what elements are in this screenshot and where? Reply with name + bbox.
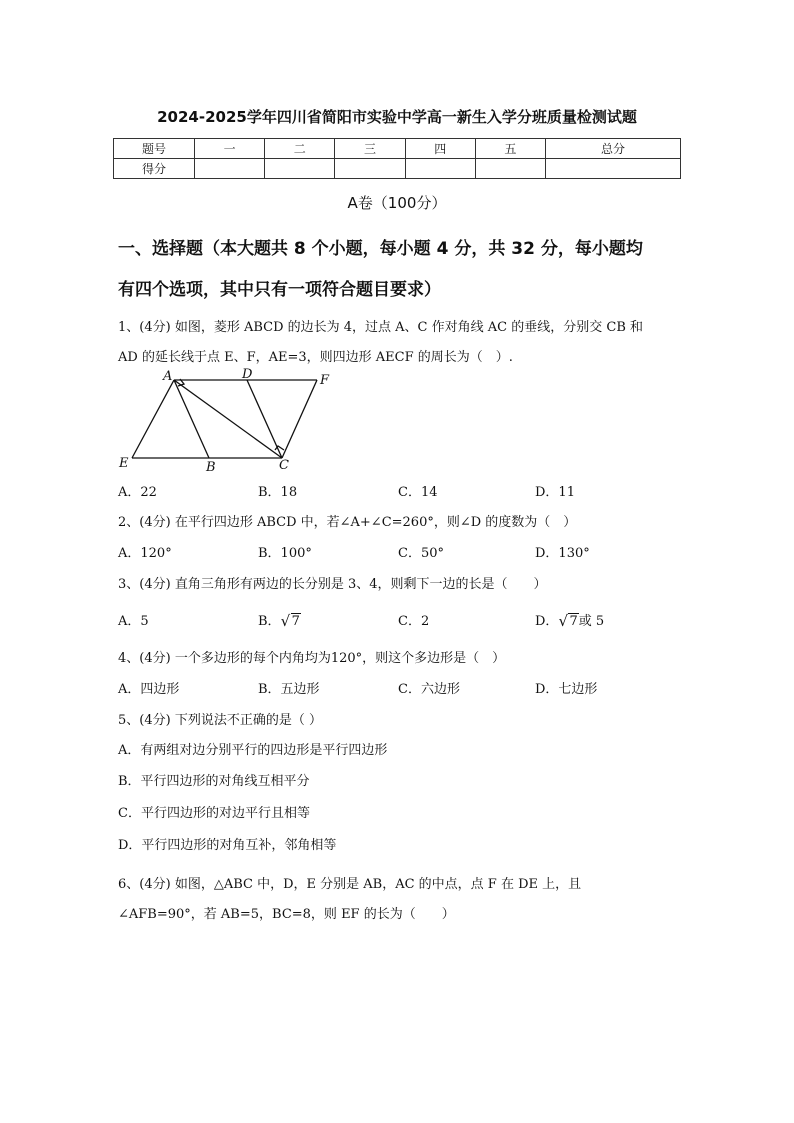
q2-option-a[interactable]: A．120°: [118, 546, 172, 561]
question-2-line1: 2、(4分) 在平行四边形 ABCD 中，若∠A+∠C=260°，则∠D 的度数为（ ）: [118, 515, 577, 530]
q1-option-c[interactable]: C．14: [398, 485, 438, 500]
score-input-cell: [546, 159, 681, 179]
label-F: F: [320, 373, 330, 388]
q3-option-d[interactable]: [535, 610, 604, 629]
q4-option-a[interactable]: A．四边形: [118, 682, 180, 697]
question-1-line2: AD 的延长线于点 E、F，AE=3，则四边形 AECF 的周长为（ ）.: [118, 350, 513, 365]
q4-option-c[interactable]: C．六边形: [398, 682, 460, 697]
section-heading-line2: 有四个选项，其中只有一项符合题目要求）: [118, 280, 441, 300]
line-AC: [174, 380, 282, 458]
q2-option-d[interactable]: D．130°: [535, 546, 590, 561]
question-6-line2: ∠AFB=90°，若 AB=5，BC=8，则 EF 的长为（ ）: [118, 907, 455, 922]
q1-option-d[interactable]: D．11: [535, 485, 575, 500]
score-cell: 五: [475, 139, 545, 159]
question-3-line1: 3、(4分) 直角三角形有两边的长分别是 3、4，则剩下一边的长是（ ）: [118, 577, 547, 592]
q1-option-b[interactable]: B．18: [258, 485, 298, 500]
score-input-cell: [195, 159, 265, 179]
section-subtitle: A卷（100分）: [347, 194, 447, 212]
score-cell: 二: [265, 139, 335, 159]
score-input-cell: [475, 159, 545, 179]
q5-option-b[interactable]: B．平行四边形的对角线互相平分: [118, 774, 310, 789]
q1-option-a[interactable]: A．22: [118, 485, 157, 500]
q5-option-c[interactable]: C．平行四边形的对边平行且相等: [118, 806, 310, 821]
line-AE: [132, 380, 174, 458]
q3-option-d-prefix: D．: [535, 614, 559, 629]
score-cell: 四: [405, 139, 475, 159]
score-input-cell: [335, 159, 405, 179]
exam-title: 2024-2025学年四川省简阳市实验中学高一新生入学分班质量检测试题: [157, 108, 637, 126]
question-4-line1: 4、(4分) 一个多边形的每个内角均为120°，则这个多边形是（ ）: [118, 651, 506, 666]
question-1-line1: 1、(4分) 如图，菱形 ABCD 的边长为 4，过点 A、C 作对角线 AC 的垂线，分别交 CB 和: [118, 320, 644, 335]
q4-option-b[interactable]: B．五边形: [258, 682, 320, 697]
q5-option-d[interactable]: D．平行四边形的对角互补，邻角相等: [118, 838, 337, 853]
q3-option-d-suffix: 或 5: [578, 614, 605, 629]
sqrt-symbol: [281, 614, 301, 629]
q4-option-d[interactable]: D．七边形: [535, 682, 598, 697]
q2-option-c[interactable]: C．50°: [398, 546, 444, 561]
score-cell: 一: [195, 139, 265, 159]
label-E: E: [119, 456, 129, 471]
q3-option-b[interactable]: [258, 610, 301, 629]
section-heading-line1: 一、选择题（本大题共 8 个小题，每小题 4 分，共 32 分，每小题均: [118, 239, 643, 259]
score-cell: 三: [335, 139, 405, 159]
q3-option-d-radicand: 7: [569, 614, 578, 629]
score-table: [113, 138, 681, 179]
question-5-line1: 5、(4分) 下列说法不正确的是（ ）: [118, 713, 322, 728]
line-DC: [247, 380, 282, 458]
question-6-line1: 6、(4分) 如图，△ABC 中，D，E 分别是 AB，AC 的中点，点 F 在 DE 上，且: [118, 877, 582, 892]
score-input-cell: [265, 159, 335, 179]
q3-option-c[interactable]: C．2: [398, 614, 430, 629]
label-D: D: [242, 367, 253, 382]
score-table-score-row: [114, 159, 681, 179]
q3-option-b-radicand: 7: [291, 614, 300, 629]
q3-option-b-prefix: B．: [258, 614, 281, 629]
score-cell: 得分: [114, 159, 195, 179]
q3-option-a[interactable]: A．5: [118, 614, 149, 629]
label-B: B: [206, 460, 216, 475]
line-FC: [282, 380, 317, 458]
q5-option-a[interactable]: A．有两组对边分别平行的四边形是平行四边形: [118, 743, 388, 758]
label-C: C: [279, 458, 289, 473]
sqrt-symbol: [558, 614, 578, 629]
score-cell: 总分: [546, 139, 681, 159]
score-cell: 题号: [114, 139, 195, 159]
label-A: A: [163, 369, 173, 384]
rhombus-figure: [112, 364, 342, 476]
score-table-header-row: [114, 139, 681, 159]
q2-option-b[interactable]: B．100°: [258, 546, 312, 561]
score-input-cell: [405, 159, 475, 179]
line-AB: [174, 380, 209, 458]
